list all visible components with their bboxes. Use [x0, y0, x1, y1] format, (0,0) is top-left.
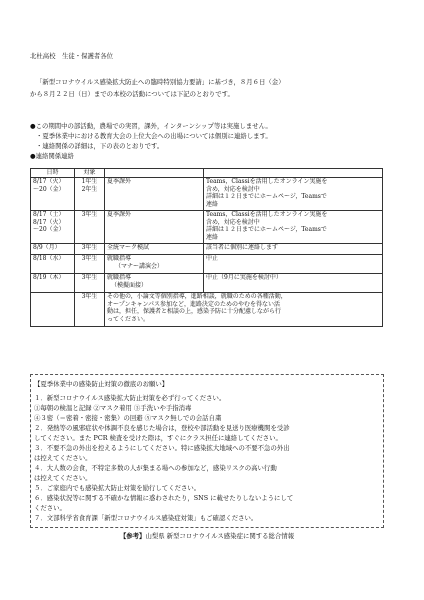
notice-item: してください。また PCR 検査を受けた際は，すぐにクラス担任に連絡してください。	[34, 434, 282, 442]
row-event: 就職指導 （模擬面接）	[105, 273, 204, 292]
table-row	[31, 292, 383, 326]
notice-item: ６．感染状況等に関する不確かな情報に惑わされたり，SNS に載せたりしないようにして	[34, 494, 294, 502]
row-event: 夏季課外	[105, 177, 204, 210]
row-date	[31, 292, 75, 326]
row-note: 該当者に個別に連絡します	[204, 243, 383, 254]
notice-item: ５．ご家庭内でも感染拡大防止対策を励行してください。	[34, 484, 201, 492]
row-date: 8/19（木）	[31, 273, 75, 292]
row-target: 1年生 2年生	[75, 177, 105, 210]
row-target: 3年生	[75, 210, 105, 243]
notice-item: ３．不要不急の外出を控えるようにしてください。特に感染拡大地域への不要不急の外出	[34, 444, 290, 452]
row-note: Teams，Classiを活用したオンライン実施を 含め，対応を検討中 詳細は１２日までにホームページ，Teamsで 連絡	[204, 177, 383, 210]
intro-line-1: 「新型コロナウイルス感染拡大防止への臨時特別協力要請」に基づき，８月６日（金）	[36, 78, 285, 86]
bullet-main: ●この期間中の部活動，農場での実習，課外，インターンシップ等は実施しません。	[30, 122, 272, 130]
reference-tag: 【参考】	[119, 532, 146, 540]
header-date: 日時	[31, 169, 75, 178]
row-target: 3年生	[75, 243, 105, 254]
notice-item: ２．発熱等の風邪症状や体調不良を感じた場合は，登校や部活動を見送り医療機関を受診	[34, 424, 290, 432]
notice-item: １．新型コロナウイルス感染拡大防止対策を必ず行ってください。	[34, 394, 226, 402]
row-event: 全統マーク模試	[105, 243, 204, 254]
table-row	[31, 243, 383, 254]
header-event	[105, 169, 204, 178]
bullet-sub-2: ・連絡関係の詳細は，下の表のとおりです。	[36, 142, 164, 150]
row-note: 中止（9月に実施を検討中）	[204, 273, 383, 292]
bullet-sub-1: ・夏季休業中における教育大会の上位大会への出場については個別に連絡します。	[36, 132, 272, 140]
table-row	[31, 254, 383, 273]
row-target: 3年生	[75, 292, 105, 326]
row-event: 夏季課外	[105, 210, 204, 243]
notice-item: ７．文部科学省食育課「新型コロナウイルス感染症対策」もご確認ください。	[34, 514, 258, 522]
schedule-table	[30, 168, 383, 327]
header-target: 対象	[75, 169, 105, 178]
row-target: 3年生	[75, 273, 105, 292]
notice-item: ください。	[34, 504, 66, 512]
row-date: 8/18（水）	[31, 254, 75, 273]
intro-line-2: から８月２２日（日）までの本校の活動については下記のとおりです。	[30, 90, 234, 98]
notice-title: 【夏季休業中の感染防止対策の徹底のお願い】	[34, 380, 169, 388]
row-note: Teams，Classiを活用したオンライン実施を 含め，対応を検討中 詳細は１２日までにホームページ，Teamsで 連絡	[204, 210, 383, 243]
table-row	[31, 210, 383, 243]
table-row	[31, 273, 383, 292]
row-date: 8/17（土） 8/17（火） ～20（金）	[31, 210, 75, 243]
row-note: 中止	[204, 254, 383, 273]
notice-item: ４．大人数の会食，不特定多数の人が集まる場への参加など，感染リスクの高い行動	[34, 464, 277, 472]
notice-item: は控えてください。	[34, 454, 92, 462]
recipient-line: 北杜高校 生徒・保護者各位	[30, 52, 114, 60]
header-note	[204, 169, 383, 178]
section-heading: ●連絡関係連絡	[30, 152, 74, 160]
reference-link[interactable]: 山梨県 新型コロナウイルス感染症に関する総合情報	[145, 532, 295, 540]
row-event: その他の，小論文等個別指導，進路相談，就職のための各種活動， オープンキャンパス参加など，進路決定のためのやむを得ない活 動は，担任，保護者と相談の上，感染予防に十分配慮しながら行 ってください。	[105, 292, 383, 326]
notice-item: は控えてください。	[34, 474, 92, 482]
notice-item: ④３密（＝密着・密接・密集）の回避 ⑤マスク無しでの会話自粛	[34, 414, 222, 422]
row-date: 8/17（火） ～20（金）	[31, 177, 75, 210]
table-header-row	[31, 169, 383, 178]
table-row	[31, 177, 383, 210]
row-event: 就職指導 （マナー講演会）	[105, 254, 204, 273]
notice-item: ①毎朝の検温と記録 ②マスク着用 ③手洗いや手指消毒	[34, 404, 192, 412]
row-target: 3年生	[75, 254, 105, 273]
row-date: 8/9（月）	[31, 243, 75, 254]
reference-line	[30, 531, 384, 540]
